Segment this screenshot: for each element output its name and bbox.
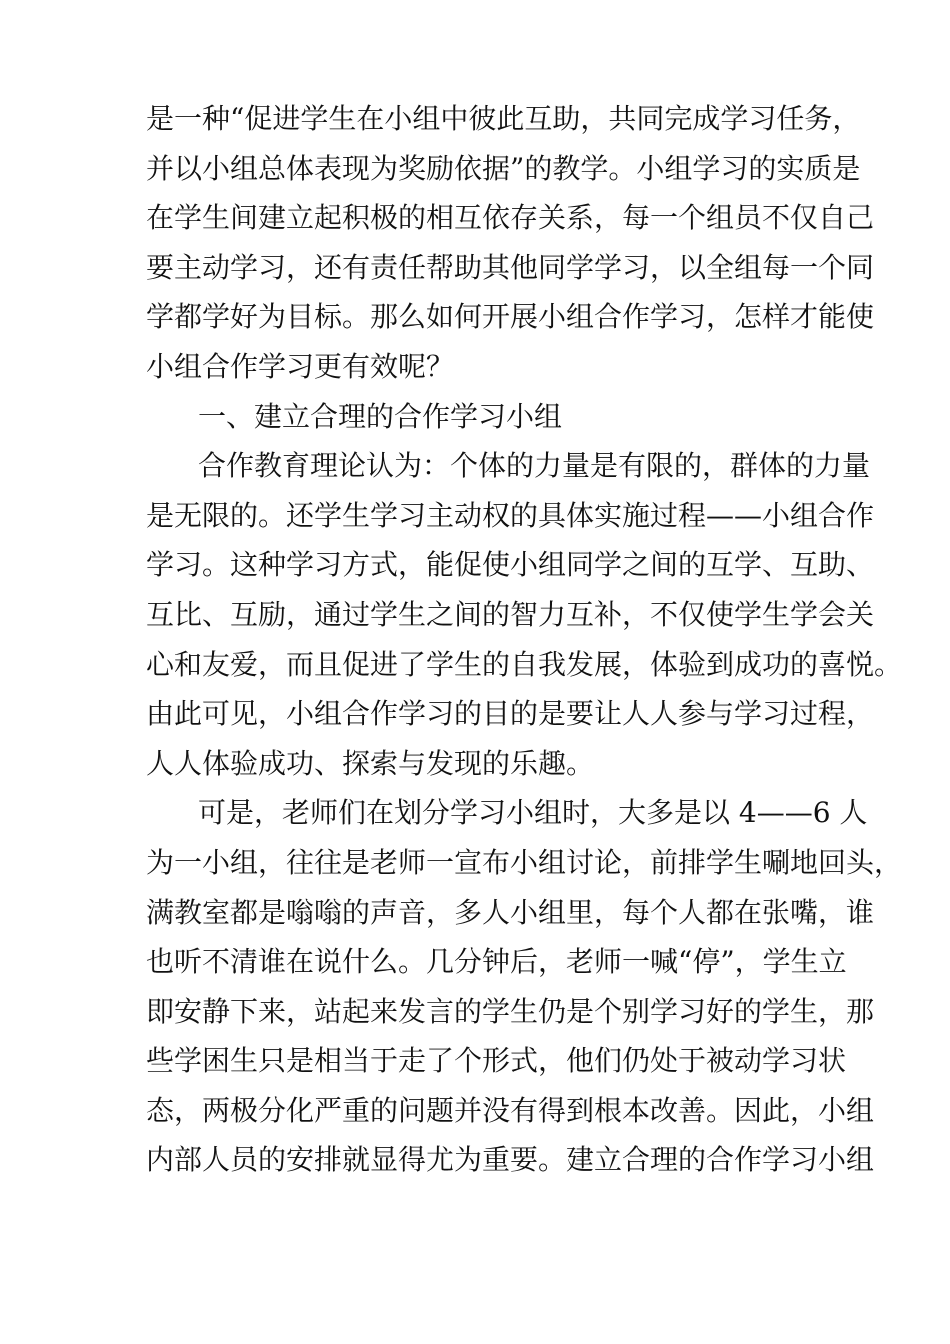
text-line: 学习。这种学习方式，能促使小组同学之间的互学、互助、 bbox=[146, 548, 875, 582]
text-line: 心和友爱，而且促进了学生的自我发展，体验到成功的喜悦。 bbox=[146, 647, 903, 681]
paragraph-start: 可是，老师们在划分学习小组时，大多是以 4——6 人 bbox=[198, 796, 868, 830]
text-line: 要主动学习，还有责任帮助其他同学学习，以全组每一个同 bbox=[146, 250, 875, 284]
body-text bbox=[146, 94, 903, 1185]
text-line: 互比、互励，通过学生之间的智力互补，不仅使学生学会关 bbox=[146, 597, 875, 631]
text-line: 也听不清谁在说什么。几分钟后，老师一喊“停”，学生立 bbox=[146, 945, 847, 979]
text-line: 为一小组，往往是老师一宣布小组讨论，前排学生唰地回头， bbox=[146, 845, 903, 879]
text-line: 小组合作学习更有效呢？ bbox=[146, 349, 455, 383]
text-line: 在学生间建立起积极的相互依存关系，每一个组员不仅自己 bbox=[146, 201, 875, 235]
text-line: 些学困生只是相当于走了个形式，他们仍处于被动学习状 bbox=[146, 1044, 847, 1078]
text-line: 人人体验成功、探索与发现的乐趣。 bbox=[146, 746, 595, 780]
text-line: 内部人员的安排就显得尤为重要。建立合理的合作学习小组 bbox=[146, 1143, 875, 1177]
text-line: 态，两极分化严重的问题并没有得到根本改善。因此，小组 bbox=[146, 1093, 875, 1127]
text-line: 学都学好为目标。那么如何开展小组合作学习，怎样才能使 bbox=[146, 300, 875, 334]
text-line: 由此可见，小组合作学习的目的是要让人人参与学习过程， bbox=[146, 697, 875, 731]
section-heading: 一、建立合理的合作学习小组 bbox=[198, 399, 563, 433]
text-line: 并以小组总体表现为奖励依据”的教学。小组学习的实质是 bbox=[146, 151, 861, 185]
text-line: 是一种“促进学生在小组中彼此互助，共同完成学习任务， bbox=[146, 102, 861, 135]
text-line: 即安静下来，站起来发言的学生仍是个别学习好的学生，那 bbox=[146, 994, 875, 1028]
text-line: 是无限的。还学生学习主动权的具体实施过程——小组合作 bbox=[146, 498, 875, 532]
paragraph-start: 合作教育理论认为：个体的力量是有限的，群体的力量 bbox=[198, 449, 871, 483]
text-line: 满教室都是嗡嗡的声音，多人小组里，每个人都在张嘴，谁 bbox=[146, 895, 875, 929]
